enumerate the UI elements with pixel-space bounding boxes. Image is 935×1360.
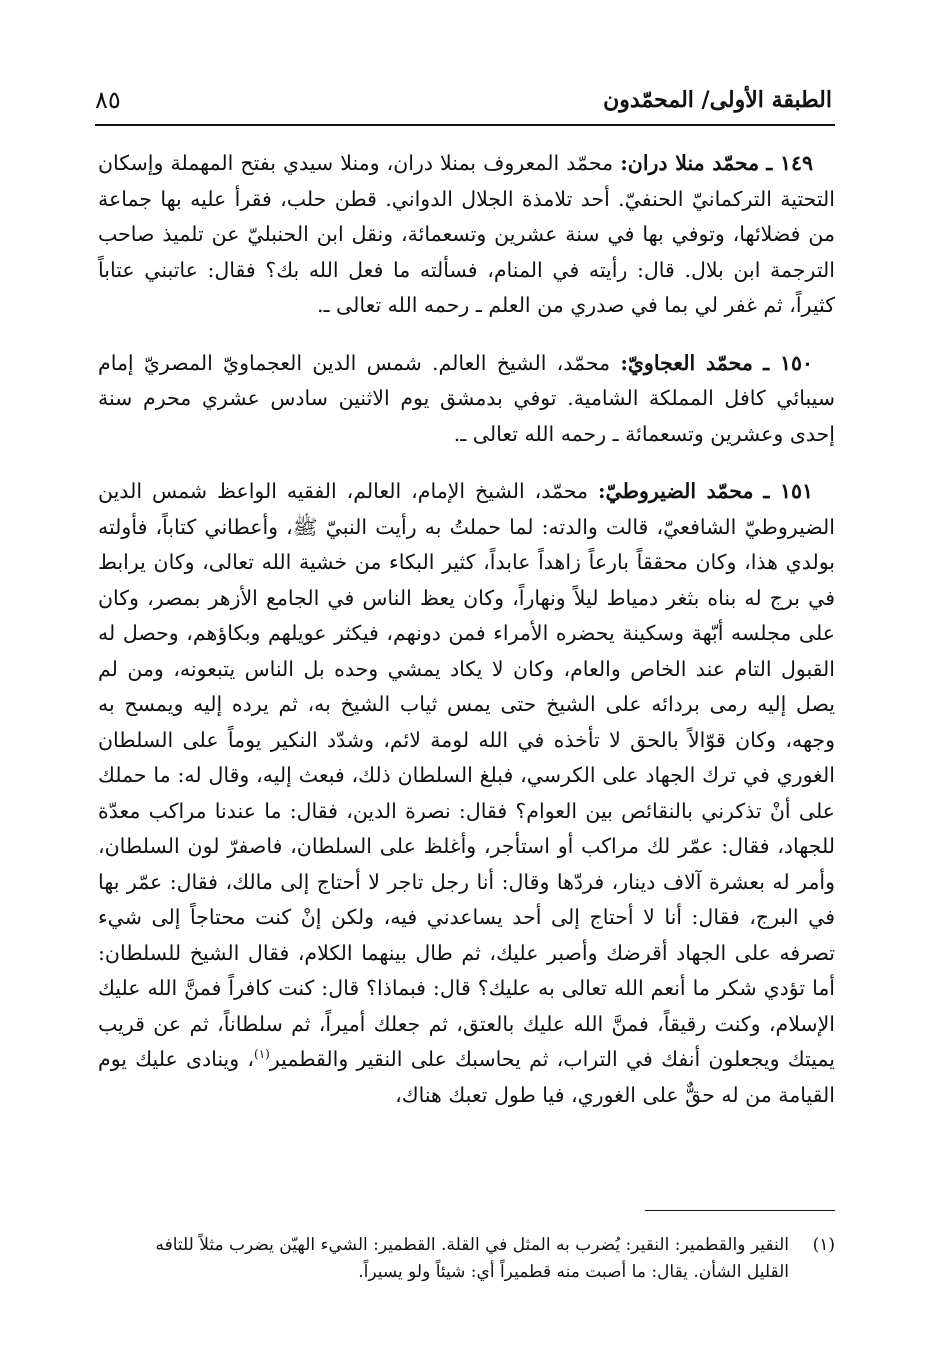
footnote-text: النقير والقطمير: النقير: يُضرب به المثل في القلة. القطمير: الشيء الهيّن يضرب مثلاً للتافه القليل الشأن. يقال: ما أصبت منه قطميراً أي: شيئاً ولو يسيراً. <box>155 1235 789 1282</box>
entry-name: محمّد العجاويّ: <box>620 350 753 375</box>
entry-150 <box>98 346 835 453</box>
entry-151 <box>98 474 835 1113</box>
running-title: الطبقة الأولى/ المحمّدون <box>603 87 832 113</box>
page-body <box>98 146 835 1135</box>
header-rule <box>95 124 835 126</box>
entry-text: محمّد المعروف بمنلا دران، ومنلا سيدي بفتح المهملة وإسكان التحتية التركمانيّ الحنفيّ. أحد تلامذة الجلال الدواني. قطن حلب، فقرأ عليه بها جماعة من فضلائها، وتوفي بها في سنة عشرين وتسعمائة، ونقل ابن الحنبليّ عن تلميذ صاحب الترجمة ابن بلال. قال: رأيته في المنام، فسألته ما فعل الله بك؟ فقال: عاتبني عتاباً كثيراً، ثم غفر لي بما في صدري من العلم ـ رحمه الله تعالى ـ. <box>98 151 835 317</box>
page-header <box>95 82 832 118</box>
entry-number: ١٤٩ ـ <box>766 151 813 175</box>
entry-number: ١٥٠ ـ <box>763 350 813 375</box>
entry-text-continued: ، وينادى عليك يوم القيامة من له حقٌّ على الغوري، فيا طول تعبك هناك، <box>98 1047 835 1107</box>
entry-number: ١٥١ ـ <box>763 479 813 503</box>
footnote-rule <box>645 1210 835 1211</box>
entry-149 <box>98 146 835 324</box>
footnotes <box>110 1232 835 1286</box>
footnote <box>110 1232 835 1286</box>
footnote-marker: (١) <box>812 1235 835 1255</box>
entry-name: محمّد الضيروطيّ: <box>597 479 754 503</box>
footnote-reference[interactable]: (١) <box>254 1047 270 1062</box>
entry-text: محمّد، الشيخ الإمام، العالم، الفقيه الواعظ شمس الدين الضيروطيّ الشافعيّ، قالت والدته: لما حملتُ به رأيت النبيّ ﷺ، وأعطاني كتاباً، فأولته بولدي هذا، وكان محققاً بارعاً زاهداً عابداً، كثير البكاء من خشية الله تعالى، وكان يرابط في برج له بناه بثغر دمياط ليلاً ونهاراً، وكان يعظ الناس في الجامع الأزهر بمصر، وكان على مجلسه أبّهة وسكينة يحضره الأمراء فمن دونهم، فيكثر عويلهم وبكاؤهم، وحصل له القبول التام عند الخاص والعام، وكان لا يكاد يمشي وحده بل الناس يتبعونه، ومن لم يصل إليه رمى بردائه على الشيخ حتى يمس ثياب الشيخ به، ثم يرده إليه ويمسح به وجهه، وكان قوّالاً بالحق لا تأخذه في الله لومة لائم، وشدّد النكير يوماً على السلطان الغوري في ترك الجهاد على الكرسي، فبلغ السلطان ذلك، فبعث إليه، وقال له: ما حملك على أنْ تذكرني بالنقائص بين العوام؟ فقال: نصرة الدين، فقال: ما عندنا مراكب معدّة للجهاد، فقال: عمّر لك مراكب أو استأجر، وأغلظ على السلطان، فاصفرّ لون السلطان، وأمر له بعشرة آلاف دينار، فردّها وقال: أنا رجل تاجر لا أحتاج إلى مالك، فقال: عمّر بها في البرج، فقال: أنا لا أحتاج إلى أحد يساعدني فيه، ولكن إنْ كنت محتاجاً إلى شيء تصرفه على الجهاد أقرضك وأصبر عليك، ثم طال بينهما الكلام، فقال الشيخ للسلطان: أما تؤدي شكر ما أنعم الله تعالى به عليك؟ قال: فبماذا؟ قال: كنت كافراً فمنَّ الله عليك الإسلام، وكنت رقيقاً، فمنَّ الله عليك بالعتق، ثم جعلك أميراً، ثم سلطاناً، ثم عن قريب يميتك ويجعلون أنفك في التراب، ثم يحاسبك على النقير والقطمير <box>98 479 835 1071</box>
entry-name: محمّد منلا دران: <box>620 151 760 175</box>
entry-text: محمّد، الشيخ العالم. شمس الدين العجماويّ المصريّ إمام سيبائي كافل المملكة الشامية. توفي بدمشق يوم الاثنين سادس عشري محرم سنة إحدى وعشرين وتسعمائة ـ رحمه الله تعالى ـ. <box>98 350 835 446</box>
page-number: ٨٥ <box>95 86 121 114</box>
